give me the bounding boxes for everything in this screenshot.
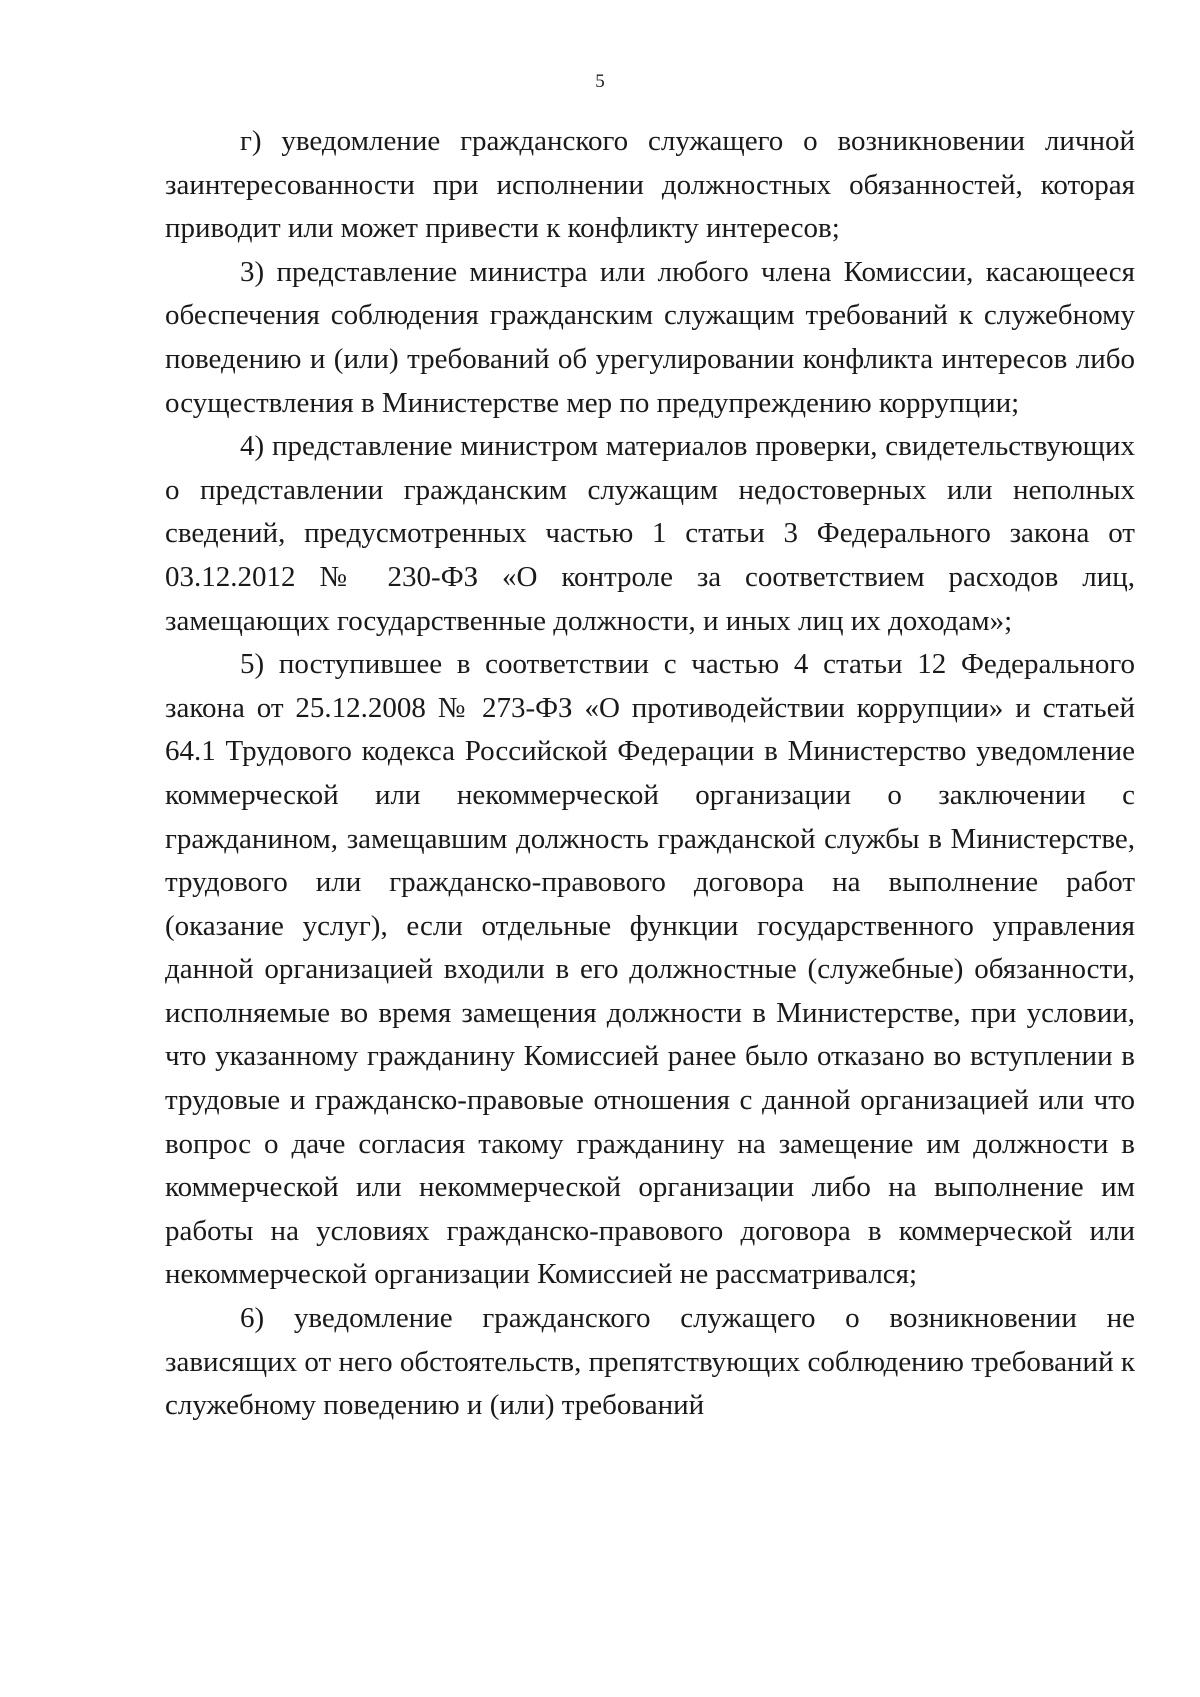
page-number: 5 [595, 71, 605, 92]
paragraph-6: 6) уведомление гражданского служащего о возникновении не зависящих от него обстоятельств, препятствующих соблюдению требований к служебному поведению и (или) требований [165, 1302, 1135, 1422]
paragraph-3: 3) представление министра или любого члена Комиссии, касающееся обеспечения соблюдения гражданским служащим требований к служебному поведению и (или) требований об урегулировании конфликта интересов либо осуществления в Министерстве мер по предупреждению коррупции; [165, 255, 1135, 419]
paragraph-4: 4) представление министром материалов проверки, свидетельствующих о представлении гражданским служащим недостоверных или неполных сведений, предусмотренных частью 1 статьи 3 Федерального закона от 03.12.2012 № 230-ФЗ «О контроле за соответствием расходов лиц, замещающих государственные должности, и иных лиц их доходам»; [165, 430, 1135, 637]
paragraph-5: 5) поступившее в соответствии с частью 4 статьи 12 Федерального закона от 25.12.2008 № 273-ФЗ «О противодействии коррупции» и статьей 64.1 Трудового кодекса Российской Федерации в Министерство уведомление коммерческой или некоммерческой организации о заключении с гражданином, замещавшим должность гражданской службы в Министерстве, трудового или гражданско-правового договора на выполнение работ (оказание услуг), если отдельные функции государственного управления данной организацией входили в его должностные (служебные) обязанности, исполняемые во время замещения должности в Министерстве, при условии, что указанному гражданину Комиссией ранее было отказано во вступлении в трудовые и гражданско-правовые отношения с данной организацией или что вопрос о даче согласия такому гражданину на замещение им должности в коммерческой или некоммерческой организации либо на выполнение им работы на условиях гражданско-правового договора в коммерческой или некоммерческой организации Комиссией не рассматривался; [165, 648, 1135, 1291]
paragraph-g: г) уведомление гражданского служащего о возникновении личной заинтересованности при исполнении должностных обязанностей, которая приводит или может привести к конфликту интересов; [165, 125, 1135, 245]
document-body [165, 120, 1135, 1428]
